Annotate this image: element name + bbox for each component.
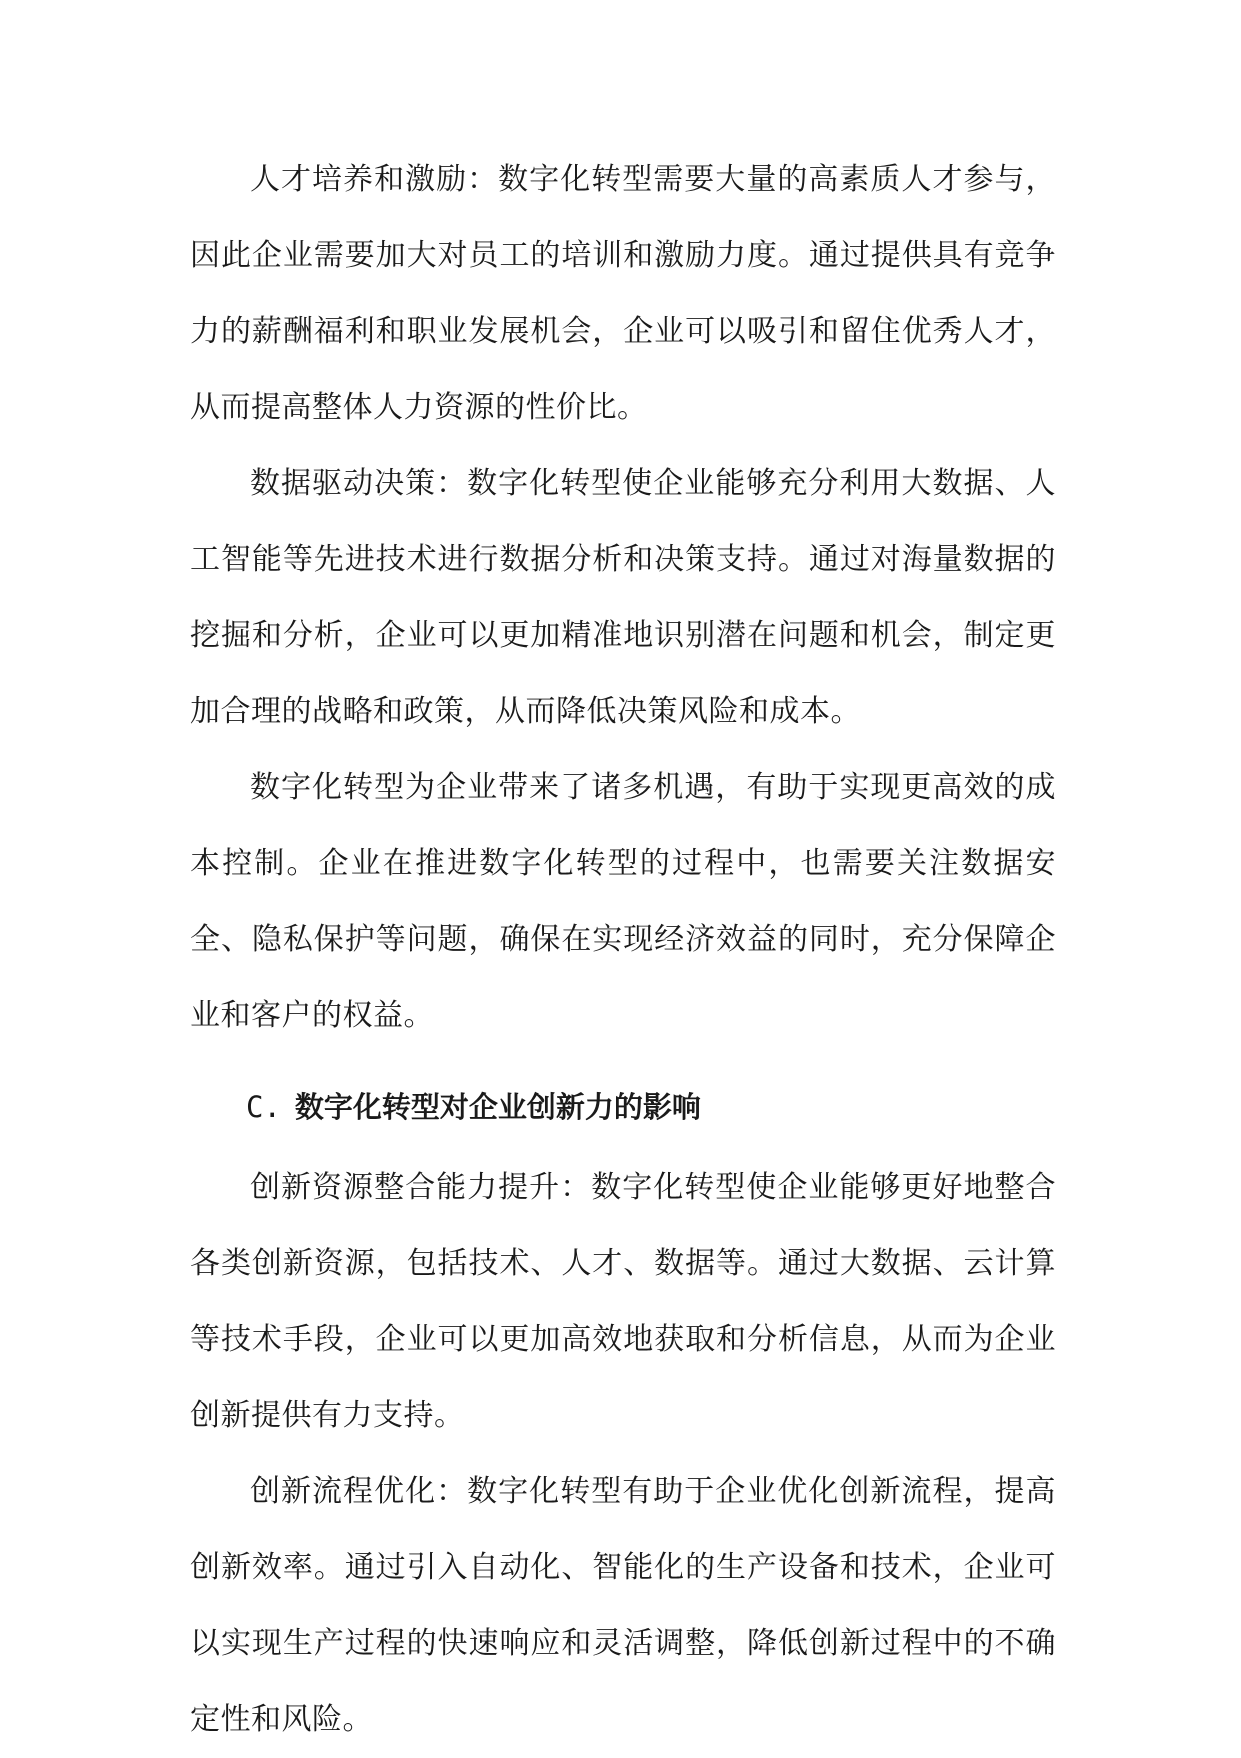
section-title: 数字化转型对企业创新力的影响 xyxy=(294,1090,701,1124)
paragraph-data-driven-decisions: 数据驱动决策：数字化转型使企业能够充分利用大数据、人工智能等先进技术进行数据分析和决策支持。通过对海量数据的挖掘和分析，企业可以更加精准地识别潜在问题和机会，制定更加合理的战略和政策，从而降低决策风险和成本。 xyxy=(190,466,1056,729)
section-number: C. xyxy=(246,1090,281,1124)
paragraph-talent-incentives: 人才培养和激励：数字化转型需要大量的高素质人才参与，因此企业需要加大对员工的培训和激励力度。通过提供具有竞争力的薪酬福利和职业发展机会，企业可以吸引和留住优秀人才，从而提高整体人力资源的性价比。 xyxy=(190,162,1056,425)
paragraph-resource-integration: 创新资源整合能力提升：数字化转型使企业能够更好地整合各类创新资源，包括技术、人才、数据等。通过大数据、云计算等技术手段，企业可以更加高效地获取和分析信息，从而为企业创新提供有力支持。 xyxy=(190,1170,1056,1433)
section-heading xyxy=(190,1064,1056,1150)
page-body xyxy=(190,142,1056,1758)
paragraph-process-optimization: 创新流程优化：数字化转型有助于企业优化创新流程，提高创新效率。通过引入自动化、智能化的生产设备和技术，企业可以实现生产过程的快速响应和灵活调整，降低创新过程中的不确定性和风险。 xyxy=(190,1474,1056,1737)
paragraph-cost-control-summary: 数字化转型为企业带来了诸多机遇，有助于实现更高效的成本控制。企业在推进数字化转型的过程中，也需要关注数据安全、隐私保护等问题，确保在实现经济效益的同时，充分保障企业和客户的权益。 xyxy=(190,770,1056,1033)
